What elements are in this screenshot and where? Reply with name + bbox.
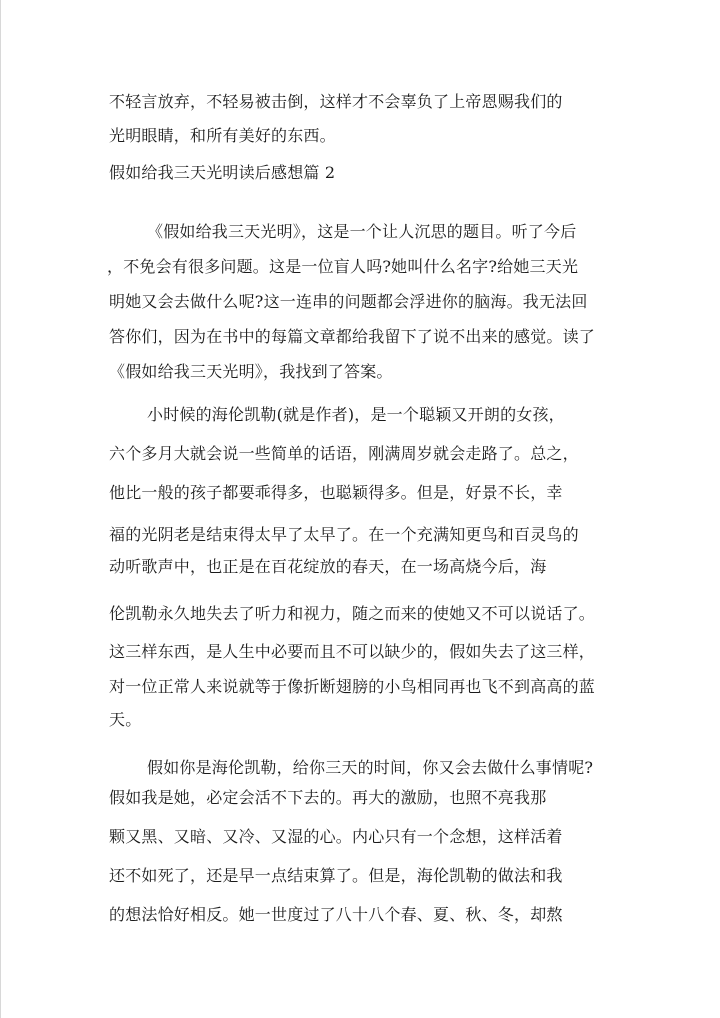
section-heading: 假如给我三天光明读后感想篇 2 <box>109 163 336 182</box>
text-line-9: 小时候的海伦凯勒(就是作者)，是一个聪颖又开朗的女孩， <box>147 405 565 424</box>
text-line-13: 动听歌声中，也正是在百花绽放的春天，在一场高烧今后，海 <box>109 557 547 576</box>
text-line-5: ，不免会有很多问题。这是一位盲人吗?她叫什么名字?给她三天光 <box>107 257 579 276</box>
text-line-6: 明她又会去做什么呢?这一连串的问题都会浮进你的脑海。我无法回 <box>109 292 588 311</box>
text-line-1: 不轻言放弃，不轻易被击倒，这样才不会辜负了上帝恩赐我们的 <box>109 92 563 111</box>
text-line-19: 假如我是她，必定会活不下去的。再大的激励，也照不亮我那 <box>109 788 547 807</box>
text-line-8: 《假如给我三天光明》，我找到了答案。 <box>109 362 393 381</box>
text-line-15: 这三样东西，是人生中必要而且不可以缺少的，假如失去了这三样， <box>109 642 596 661</box>
text-line-17: 天。 <box>109 710 142 729</box>
text-line-20: 颗又黑、又暗、又冷、又湿的心。内心只有一个念想，这样活着 <box>109 827 563 846</box>
text-line-7: 答你们，因为在书中的每篇文章都给我留下了说不出来的感觉。读了 <box>109 327 596 346</box>
text-line-14: 伦凯勒永久地失去了听力和视力，随之而来的使她又不可以说话了。 <box>109 604 596 623</box>
text-line-22: 的想法恰好相反。她一世度过了八十八个春、夏、秋、冬，却熬 <box>109 905 563 924</box>
text-line-2: 光明眼睛，和所有美好的东西。 <box>109 126 336 145</box>
text-line-12: 福的光阴老是结束得太早了太早了。在一个充满知更鸟和百灵鸟的 <box>109 525 579 544</box>
text-line-11: 他比一般的孩子都要乖得多，也聪颖得多。但是，好景不长，幸 <box>109 483 563 502</box>
text-line-16: 对一位正常人来说就等于像折断翅膀的小鸟相同再也飞不到高高的蓝 <box>109 677 596 696</box>
text-line-21: 还不如死了，还是早一点结束算了。但是，海伦凯勒的做法和我 <box>109 866 563 885</box>
text-line-18: 假如你是海伦凯勒，给你三天的时间，你又会去做什么事情呢? <box>147 758 594 777</box>
text-line-4: 《假如给我三天光明》，这是一个让人沉思的题目。听了今后 <box>147 222 577 241</box>
text-line-10: 六个多月大就会说一些简单的话语，刚满周岁就会走路了。总之， <box>109 444 579 463</box>
